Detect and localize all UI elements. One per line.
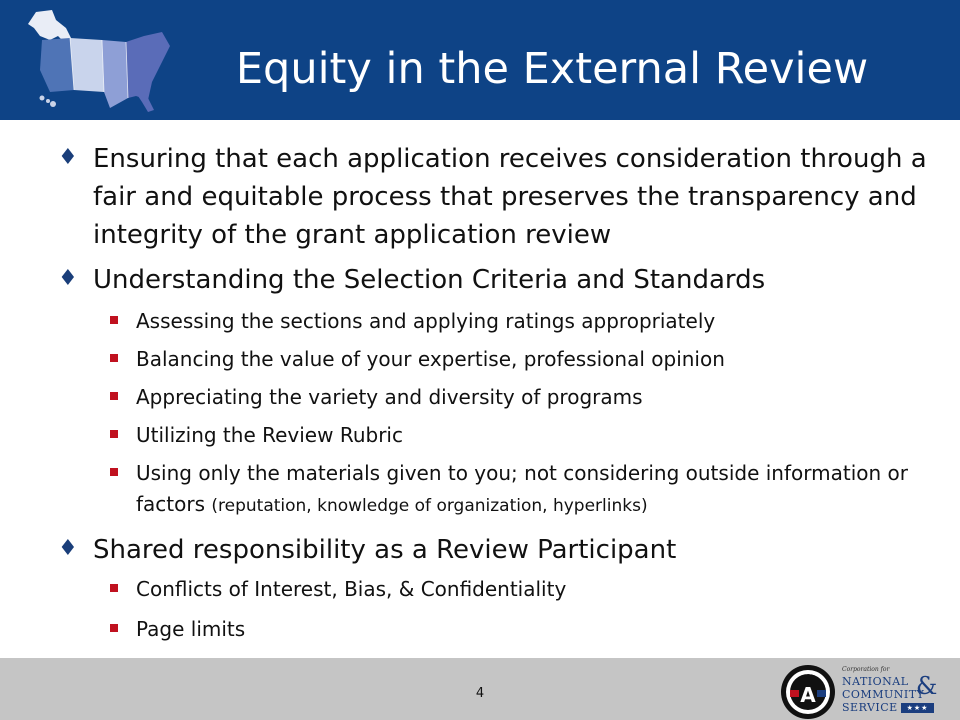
sub-bullet-text: Assessing the sections and applying ratings appropriately — [136, 309, 716, 333]
slide-header — [0, 0, 960, 120]
us-map-icon — [14, 6, 174, 114]
square-bullet-icon — [110, 430, 118, 438]
slide-footer — [0, 658, 960, 720]
sub-bullet-text — [136, 458, 916, 522]
square-bullet-icon — [110, 392, 118, 400]
americorps-logo — [780, 664, 836, 720]
sub-bullet-text: Balancing the value of your expertise, professional opinion — [136, 347, 725, 371]
square-bullet-icon — [110, 354, 118, 362]
diamond-bullet-icon: ♦ — [58, 536, 78, 561]
cncs-stars-icon: ★★★ — [901, 703, 934, 713]
cncs-logo-line1: Corporation for — [842, 666, 890, 673]
cncs-logo-line4: SERVICE — [842, 701, 898, 714]
cncs-logo — [842, 666, 942, 714]
diamond-bullet-icon: ♦ — [58, 145, 78, 170]
cncs-logo-line3: COMMUNITY — [842, 688, 925, 701]
americorps-logo-letter: A — [800, 683, 816, 707]
cncs-logo-line2: NATIONAL — [842, 675, 909, 688]
square-bullet-icon — [110, 624, 118, 632]
page-title: Equity in the External Review — [235, 44, 869, 94]
square-bullet-icon — [110, 584, 118, 592]
sub-bullet-note: (reputation, knowledge of organization, hyperlinks) — [211, 496, 648, 516]
sub-bullet-text: Page limits — [136, 617, 246, 641]
slide-content — [0, 120, 960, 658]
bullet-text: Ensuring that each application receives consideration through a fair and equitable process that preserves the transparency and integrity of the grant application review — [93, 144, 927, 250]
square-bullet-icon — [110, 468, 118, 476]
bullet-text: Shared responsibility as a Review Participant — [93, 535, 677, 565]
square-bullet-icon — [110, 316, 118, 324]
diamond-bullet-icon: ♦ — [58, 266, 78, 291]
page-number: 4 — [475, 686, 485, 701]
bullet-text: Understanding the Selection Criteria and Standards — [93, 265, 766, 295]
sub-bullet-text: Conflicts of Interest, Bias, & Confidentiality — [136, 577, 567, 601]
cncs-logo-ampersand: & — [916, 672, 938, 700]
sub-bullet-main: Using only the materials given to you; not considering outside information or factors — [136, 461, 908, 516]
americorps-logo-text: AMERICORPS — [787, 669, 825, 687]
sub-bullet-text: Utilizing the Review Rubric — [136, 423, 403, 447]
sub-bullet-text: Appreciating the variety and diversity of programs — [136, 385, 643, 409]
